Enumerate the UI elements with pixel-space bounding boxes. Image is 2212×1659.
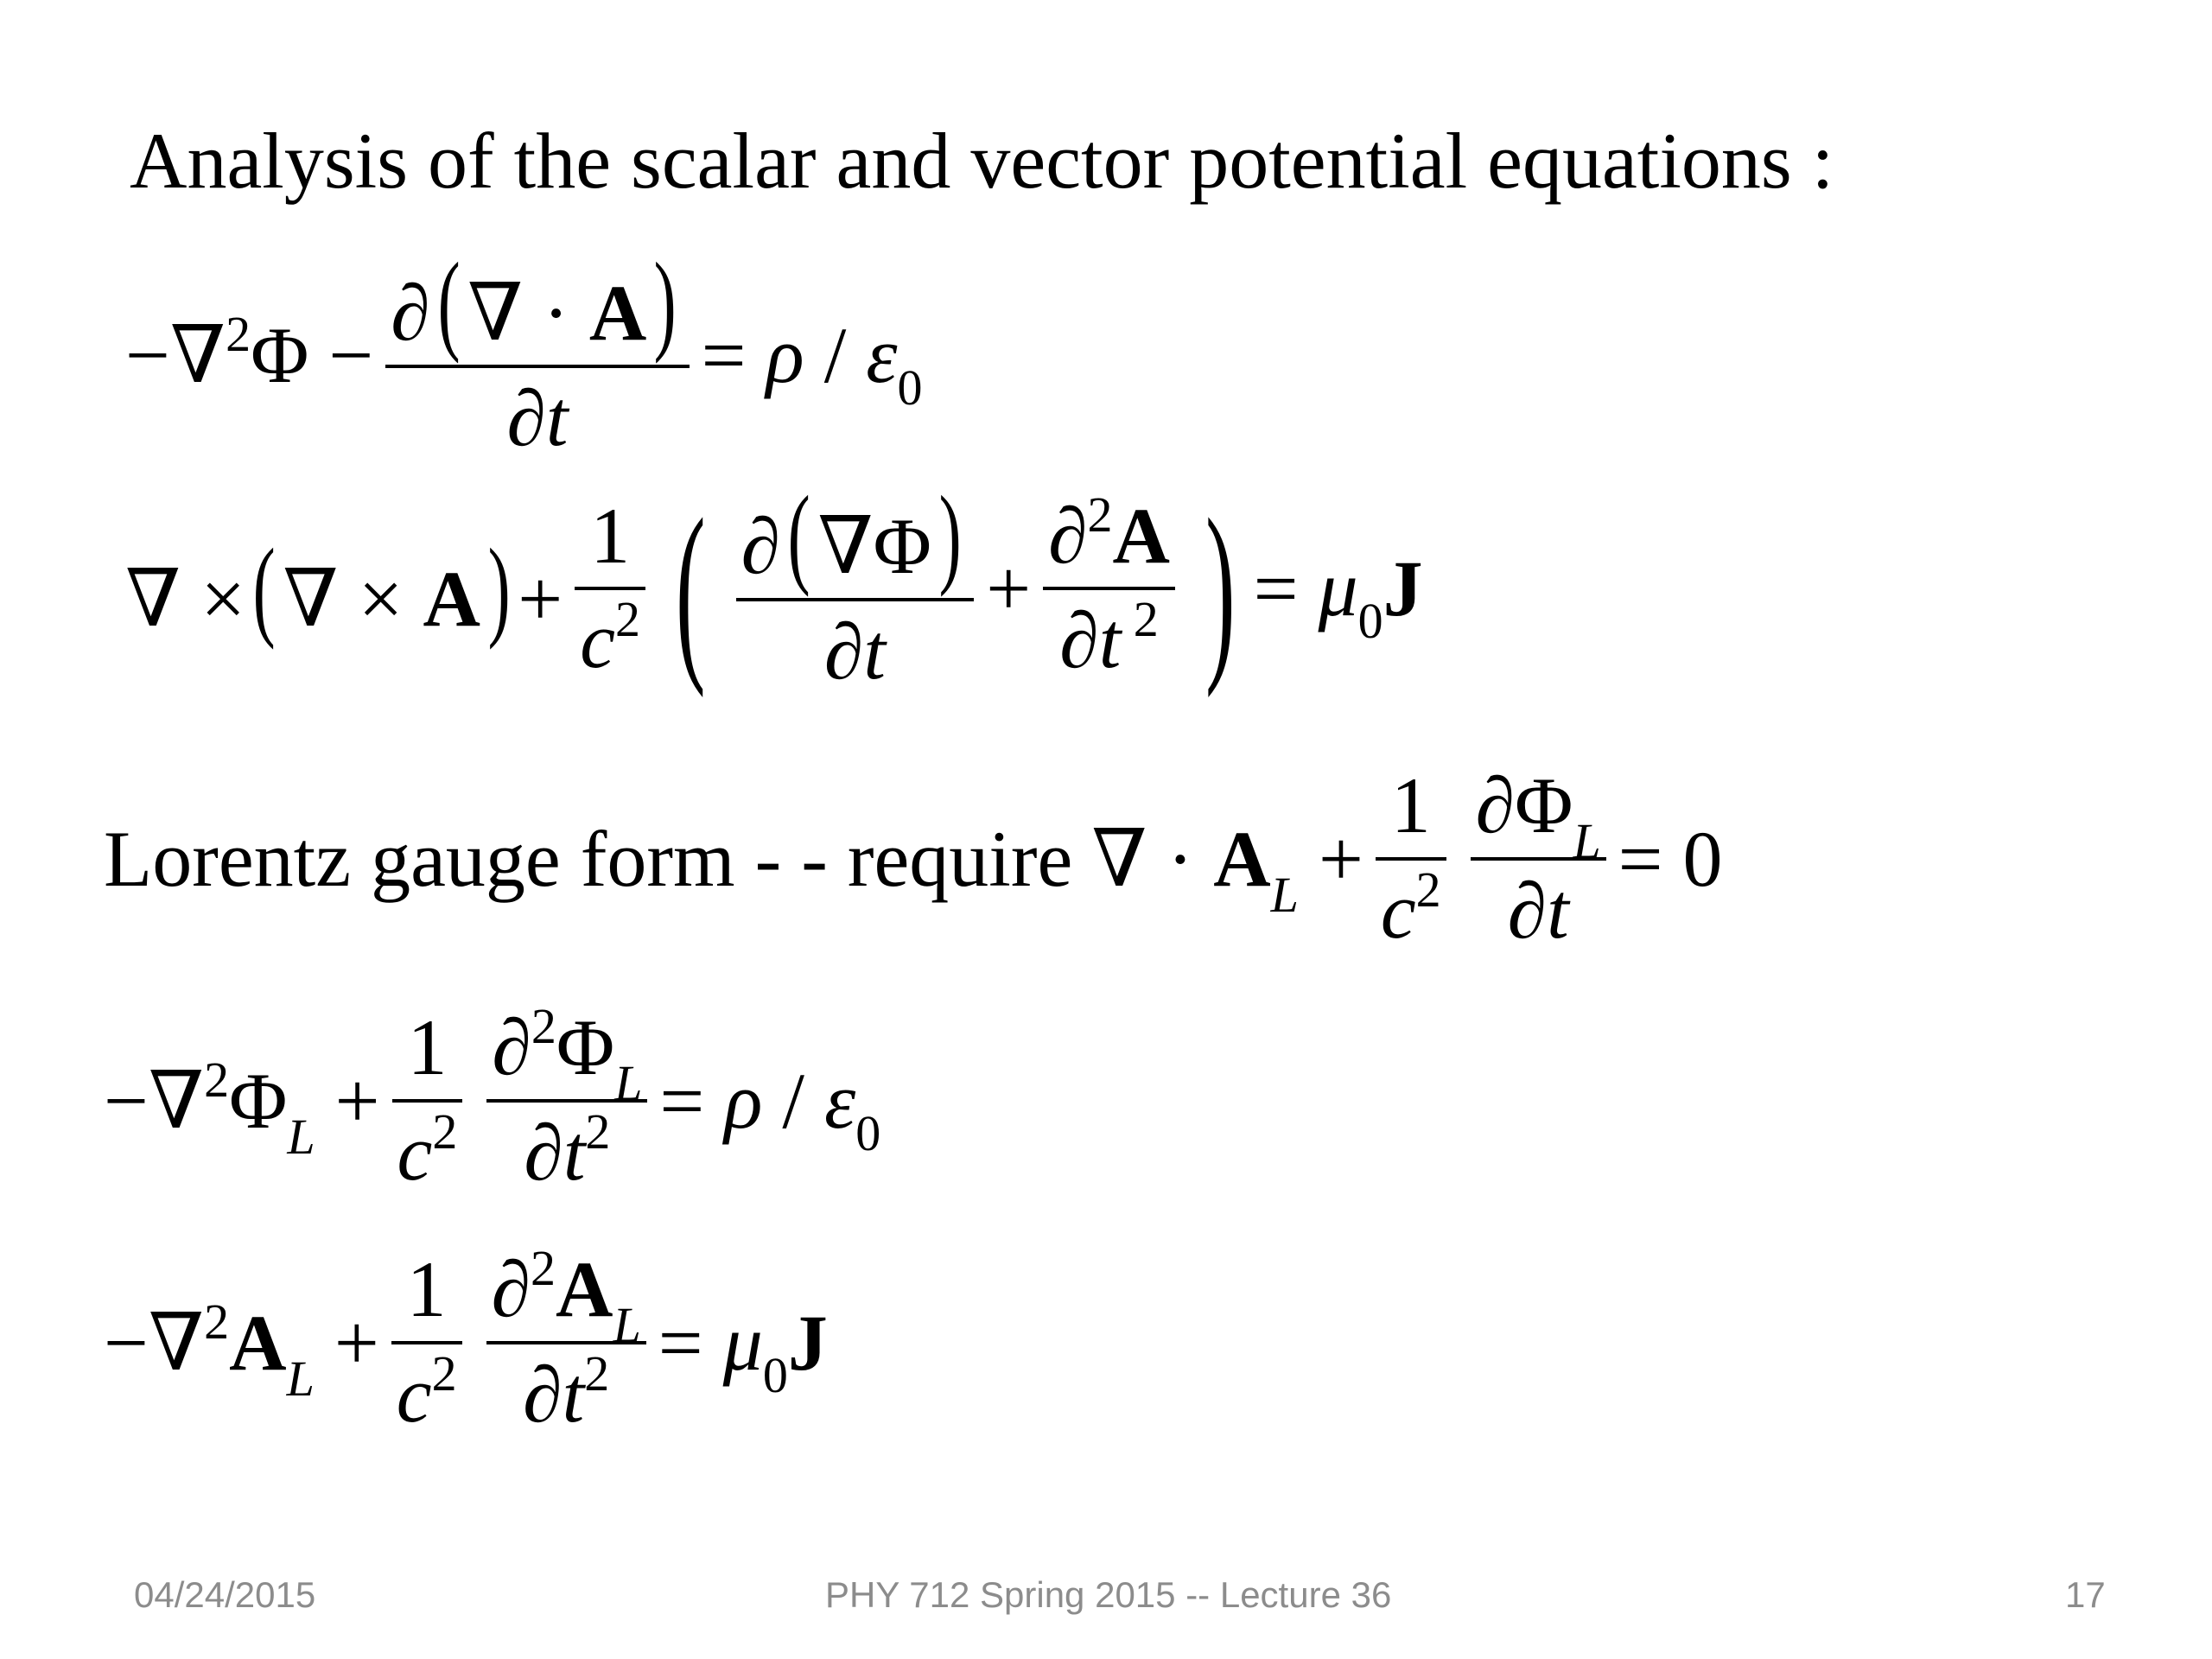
footer-date: 04/24/2015 [134, 1574, 316, 1615]
lorentz-gauge-text: Lorentz gauge form - - require [104, 814, 1073, 903]
lorentz-gauge-condition: Lorentz gauge form - - require ∇ · $A_L$ + $\frac{1}{c^2}$ $\frac{\partial\Phi_L}{\partial t}$ = 0 [104, 760, 1723, 957]
wave-equation-phi-l: $-\nabla^2\Phi_L$ + $\frac{1}{c^2}$ $\frac{\partial^2\Phi_L}{\partial t^2}$ = ρ / $\varepsilon_0$ [104, 1002, 880, 1199]
footer-page-number: 17 [2065, 1574, 2106, 1615]
fraction-one-over-c2-phi: $\frac{1}{c^2}$ [392, 1002, 463, 1199]
fraction-dphi-dt: $\frac{\partial\Phi_L}{\partial t}$ [1471, 760, 1606, 957]
scalar-potential-equation: −∇$^2$Φ − $\frac{\partial(\nabla \cdot A)}{\partial t}$ = ρ / $\varepsilon_0$ [125, 246, 923, 465]
slide-title: Analysis of the scalar and vector potential equations : [130, 117, 1834, 205]
fraction-one-over-c2-a: $\frac{1}{c^2}$ [391, 1244, 462, 1441]
vector-potential-equation: ∇ ×(∇ × A)+ $\frac{1}{c^2}$ ( $\frac{\partial(\nabla\Phi)}{\partial t}$ + $\frac{\partial^2A}{\partial t ^2}$ ) = $\mu_0J$ [125, 474, 1423, 699]
fraction-one-over-c2: $\frac{1}{c^2}$ [575, 491, 645, 688]
fraction-d2phi-dt2: $\frac{\partial^2\Phi_L}{\partial t^2}$ [486, 1002, 647, 1199]
fraction-d-gradphi-dt: $\frac{\partial(\nabla\Phi)}{\partial t}$ [736, 480, 975, 698]
wave-equation-a-l: $-\nabla^2A_L$ + $\frac{1}{c^2}$ $\frac{\partial^2A_L}{\partial t^2}$ = $\mu_0J$ [104, 1244, 828, 1441]
fraction-one-over-c2-gauge: $\frac{1}{c^2}$ [1376, 760, 1446, 957]
fraction-d2a-dt2: $\frac{\partial^2A}{\partial t ^2}$ [1043, 491, 1175, 688]
footer-course: PHY 712 Spring 2015 -- Lecture 36 [825, 1574, 1392, 1615]
fraction-d2a-l-dt2: $\frac{\partial^2A_L}{\partial t^2}$ [486, 1244, 646, 1441]
fraction-div-a-dt: $\frac{\partial(\nabla \cdot A)}{\partial t}$ [385, 246, 689, 465]
